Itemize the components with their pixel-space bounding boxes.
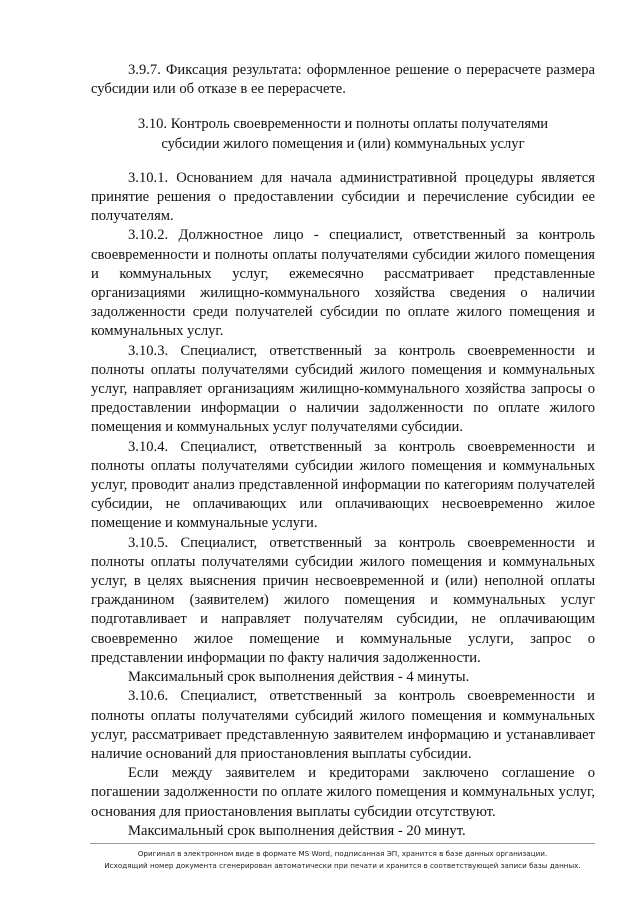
paragraph-3-10-6: 3.10.6. Специалист, ответственный за контроль своевременности и полноты оплаты получателями субсидий жилого помещения и коммунальных услуг, рассматривает представленную заявителем информацию и устанавливает наличие оснований для приостановления выплаты субсидии. xyxy=(91,688,595,762)
paragraph-3-10-5: 3.10.5. Специалист, ответственный за контроль своевременности и полноты оплаты получателями субсидии жилого помещения и коммунальных услуг, в целях выяснения причин несвоевременной и (или) неполной оплаты гражданином (заявителем) жилого помещения и коммунальных услуг подготавливает и направляет получателям субсидии, не оплачивающим своевременно жилое помещение и коммунальные услуги, запрос о представлении информации по факту наличия задолженности. xyxy=(91,534,595,666)
paragraph-max-time-1: Максимальный срок выполнения действия - 4 минуты. xyxy=(128,669,470,686)
paragraph-max-time-2: Максимальный срок выполнения действия - 20 минут. xyxy=(128,822,466,839)
paragraph-3-10-4: 3.10.4. Специалист, ответственный за контроль своевременности и полноты оплаты получателями субсидии жилого помещения и коммунальных услуг, проводит анализ представленной информации по категориям получателей субсидии, не оплачивающих или оплачивающих несвоевременно жилое помещение и коммунальные услуги. xyxy=(91,438,595,532)
document-body xyxy=(91,61,595,841)
paragraph-3-10-3: 3.10.3. Специалист, ответственный за контроль своевременности и полноты оплаты получателями субсидий жилого помещения и коммунальных услуг, направляет организациям жилищно-коммунального хозяйства запросы о предоставлении информации о наличии задолженности по оплате жилого помещения и коммунальных услуг получателями субсидии. xyxy=(91,342,595,436)
section-heading-3-10: 3.10. Контроль своевременности и полноты оплаты получателями субсидии жилого помещения и (или) коммунальных услуг xyxy=(137,116,549,152)
paragraph-3-9-7: 3.9.7. Фиксация результата: оформленное решение о перерасчете размера субсидии или об отказе в ее перерасчете. xyxy=(91,62,595,98)
footer-line-2: Исходящий номер документа сгенерирован автоматически при печати и хранится в соответствующей записи базы данных. xyxy=(104,861,581,870)
page-footer xyxy=(90,843,595,872)
paragraph-3-10-1: 3.10.1. Основанием для начала административной процедуры является принятие решения о предоставлении субсидии и перечисление субсидии ее получателям. xyxy=(91,169,595,225)
footer-line-1: Оригинал в электронном виде в формате MS Word, подписанная ЭП, хранится в базе данных организации. xyxy=(137,849,548,858)
paragraph-3-10-2: 3.10.2. Должностное лицо - специалист, ответственный за контроль своевременности и полноты оплаты получателями субсидии жилого помещения и коммунальных услуг, ежемесячно рассматривает представленные организациями жилищно-коммунального хозяйства сведения о наличии задолженности среди получателей субсидии по оплате жилого помещения и коммунальных услуг. xyxy=(91,227,595,340)
paragraph-agreement: Если между заявителем и кредиторами заключено соглашение о погашении задолженности по оплате жилого помещения и коммунальных услуг, основания для приостановления выплаты субсидии отсутствуют. xyxy=(91,765,595,820)
